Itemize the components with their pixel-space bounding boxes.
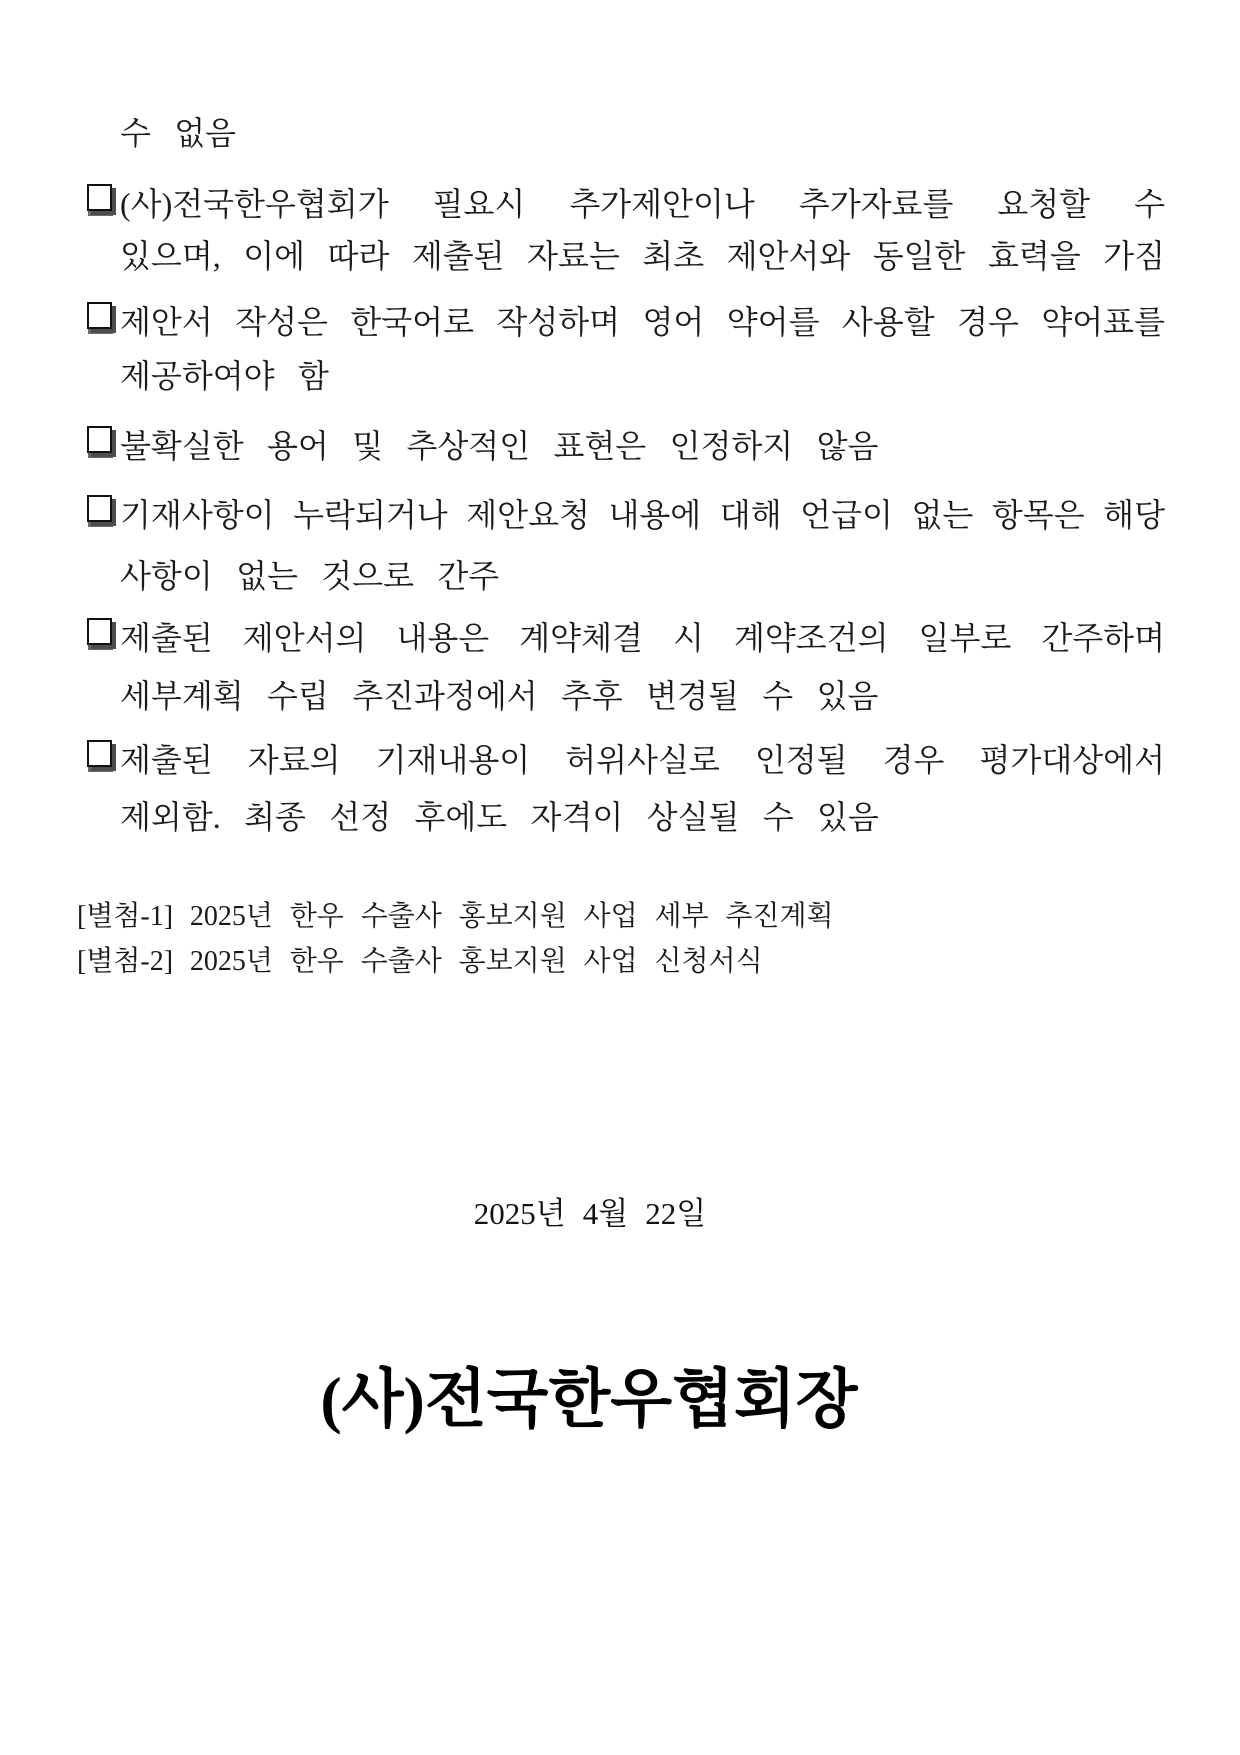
bullet-line: 있으며, 이에 따라 제출된 자료는 최초 제안서와 동일한 효력을 가짐 [120, 238, 1165, 274]
bullet-line: 제출된 제안서의 내용은 계약체결 시 계약조건의 일부로 간주하며 [120, 620, 1165, 656]
checkbox-bullet-icon [87, 618, 112, 645]
checkbox-bullet-icon [87, 495, 112, 522]
bullet-line: (사)전국한우협회가 필요시 추가제안이나 추가자료를 요청할 수 [120, 186, 1165, 222]
date-text: 2025년 4월 22일 [473, 1196, 707, 1231]
continuation-text: 수 없음 [120, 115, 237, 151]
checkbox-bullet-icon [87, 302, 112, 329]
signature-text: (사)전국한우협회장 [320, 1364, 858, 1435]
checkbox-bullet-icon [87, 184, 112, 211]
checkbox-bullet-icon [87, 426, 112, 453]
bullet-line: 사항이 없는 것으로 간주 [120, 558, 500, 594]
attachment-line: [별첨-2] 2025년 한우 수출사 홍보지원 사업 신청서식 [77, 946, 763, 977]
checkbox-bullet-icon [87, 740, 112, 767]
attachment-line: [별첨-1] 2025년 한우 수출사 홍보지원 사업 세부 추진계획 [77, 901, 834, 932]
bullet-line: 기재사항이 누락되거나 제안요청 내용에 대해 언급이 없는 항목은 해당 [120, 497, 1165, 533]
bullet-line: 제출된 자료의 기재내용이 허위사실로 인정될 경우 평가대상에서 [120, 742, 1165, 778]
bullet-line: 제공하여야 함 [120, 358, 329, 394]
bullet-line: 세부계획 수립 추진과정에서 추후 변경될 수 있음 [120, 678, 879, 714]
bullet-line: 제안서 작성은 한국어로 작성하며 영어 약어를 사용할 경우 약어표를 [120, 304, 1165, 340]
bullet-line: 제외함. 최종 선정 후에도 자격이 상실될 수 있음 [120, 799, 879, 835]
bullet-line: 불확실한 용어 및 추상적인 표현은 인정하지 않음 [120, 428, 879, 464]
